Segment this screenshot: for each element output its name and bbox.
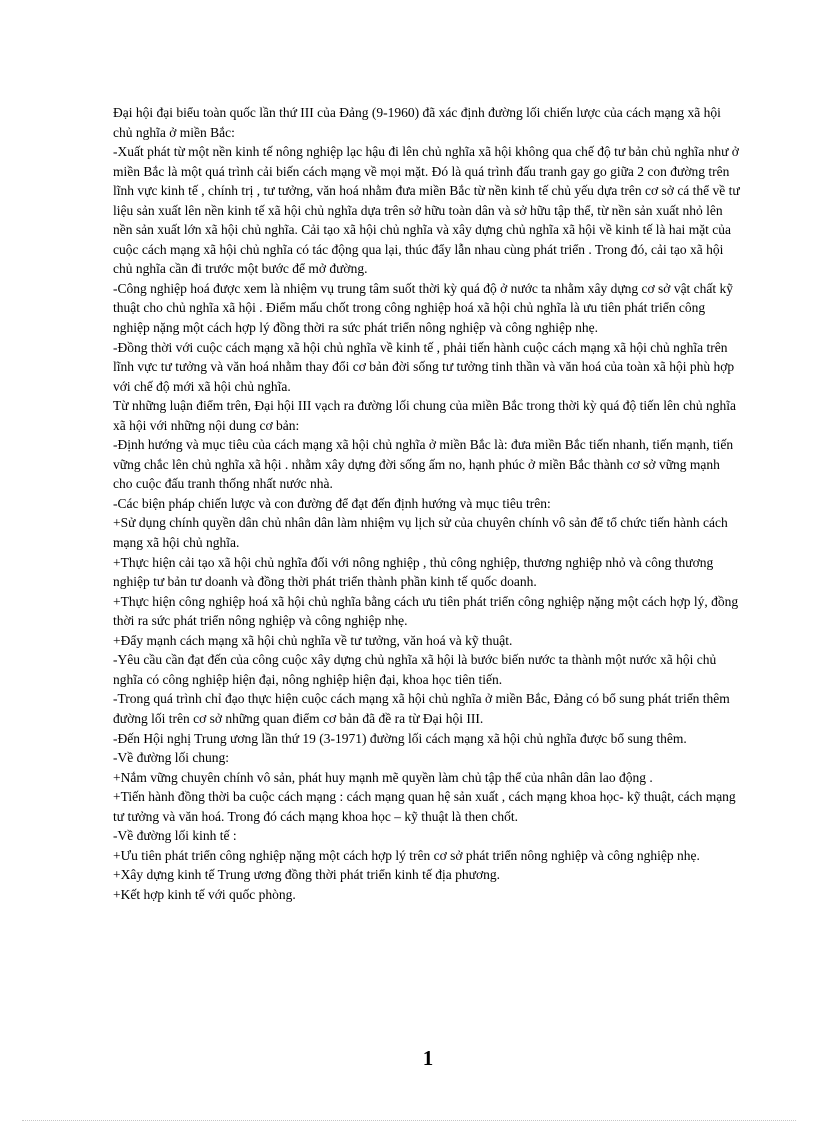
paragraph: -Công nghiệp hoá được xem là nhiệm vụ trung tâm suốt thời kỳ quá độ ở nước ta nhằm xây dựng cơ sở vật chất kỹ thuật cho chủ nghĩa xã hội . Điểm mấu chốt trong công nghiệp hoá xã hội chủ nghĩa là ưu tiên phát triển công nghiệp nặng một cách hợp lý đồng thời ra sức phát triển nông nghiệp và công nghiệp nhẹ. [113, 280, 734, 336]
paragraph: -Đồng thời với cuộc cách mạng xã hội chủ nghĩa về kinh tế , phải tiến hành cuộc cách mạng xã hội chủ nghĩa trên lĩnh vực tư tưởng và văn hoá nhằm thay đổi cơ bản đời sống tư tưởng tinh thần và văn hoá của toàn xã hội phù hợp với chế độ mới xã hội chủ nghĩa. [113, 339, 735, 394]
paragraph: -Về đường lối chung: [113, 750, 230, 766]
page-number: 1 [422, 1046, 434, 1070]
paragraph: +Nắm vững chuyên chính vô sản, phát huy mạnh mẽ quyền làm chủ tập thể của nhân dân lao động . [113, 769, 653, 785]
paragraph: +Ưu tiên phát triển công nghiệp nặng một cách hợp lý trên cơ sở phát triển nông nghiệp và công nghiệp nhẹ. [113, 847, 700, 863]
paragraph: -Trong quá trình chỉ đạo thực hiện cuộc cách mạng xã hội chủ nghĩa ở miền Bắc, Đảng có bổ sung phát triển thêm đường lối trên cơ sở những quan điểm cơ bản đã đề ra từ Đại hội III. [113, 691, 730, 726]
paragraph: Đại hội đại biểu toàn quốc lần thứ III của Đảng (9-1960) đã xác định đường lối chiến lược của cách mạng xã hội chủ nghĩa ở miền Bắc: [113, 105, 721, 140]
paragraph: -Các biện pháp chiến lược và con đường để đạt đến định hướng và mục tiêu trên: [113, 495, 551, 511]
document-body [113, 103, 741, 904]
paragraph: -Xuất phát từ một nền kinh tế nông nghiệp lạc hậu đi lên chủ nghĩa xã hội không qua chế độ tư bản chủ nghĩa như ở miền Bắc là một quá trình cải biến cách mạng về mọi mặt. Đó là quá trình đấu tranh gay go giữa 2 con đường trên lĩnh vực kinh tế , chính trị , tư tưởng, văn hoá nhằm đưa miền Bắc từ nền kinh tế chủ yếu dựa trên cơ sở cá thể về tư liệu sản xuất lên nền kinh tế xã hội chủ nghĩa dựa trên sở hữu toàn dân và sở hữu tập thể, từ nền sản xuất nhỏ lên nền sản xuất lớn xã hội chủ nghĩa. Cải tạo xã hội chủ nghĩa và xây dựng chủ nghĩa xã hội về kinh tế là hai mặt của cuộc cách mạng xã hội chủ nghĩa có tác động qua lại, thúc đẩy lẫn nhau cùng phát triển . Trong đó, cải tạo xã hội chủ nghĩa cần đi trước một bước để mở đường. [113, 144, 740, 277]
paragraph: -Yêu cầu cần đạt đến của công cuộc xây dựng chủ nghĩa xã hội là bước biến nước ta thành một nước xã hội chủ nghĩa có công nghiệp hiện đại, nông nghiệp hiện đại, khoa học tiên tiến. [113, 652, 717, 687]
paragraph: -Về đường lối kinh tế : [113, 828, 237, 844]
paragraph: +Kết hợp kinh tế với quốc phòng. [113, 886, 296, 902]
paragraph: +Đẩy mạnh cách mạng xã hội chủ nghĩa về tư tưởng, văn hoá và kỹ thuật. [113, 632, 513, 648]
paragraph: +Xây dựng kinh tế Trung ương đồng thời phát triển kinh tế địa phương. [113, 867, 500, 883]
paragraph: +Tiến hành đồng thời ba cuộc cách mạng : cách mạng quan hệ sản xuất , cách mạng khoa học- kỹ thuật, cách mạng tư tưởng và văn hoá. Trong đó cách mạng khoa học – kỹ thuật là then chốt. [113, 789, 736, 824]
page-bottom-divider [22, 1120, 796, 1121]
paragraph: +Thực hiện công nghiệp hoá xã hội chủ nghĩa bằng cách ưu tiên phát triển công nghiệp nặng một cách hợp lý, đồng thời ra sức phát triển nông nghiệp và công nghiệp nhẹ. [113, 593, 739, 629]
paragraph: Từ những luận điểm trên, Đại hội III vạch ra đường lối chung của miền Bắc trong thời kỳ quá độ tiến lên chủ nghĩa xã hội với những nội dung cơ bản: [113, 398, 736, 433]
paragraph: +Thực hiện cải tạo xã hội chủ nghĩa đối với nông nghiệp , thủ công nghiệp, thương nghiệp nhỏ và công thương nghiệp tư bản tư doanh và đồng thời phát triển thành phần kinh tế quốc doanh. [113, 554, 714, 590]
paragraph: +Sử dụng chính quyền dân chủ nhân dân làm nhiệm vụ lịch sử của chuyên chính vô sản để tổ chức tiến hành cách mạng xã hội chủ nghĩa. [113, 515, 728, 551]
paragraph: -Đến Hội nghị Trung ương lần thứ 19 (3-1971) đường lối cách mạng xã hội chủ nghĩa được bổ sung thêm. [113, 730, 687, 746]
paragraph: -Định hướng và mục tiêu của cách mạng xã hội chủ nghĩa ở miền Bắc là: đưa miền Bắc tiến nhanh, tiến mạnh, tiến vững chắc lên chủ nghĩa xã hội . nhằm xây dựng đời sống ấm no, hạnh phúc ở miền Bắc thành cơ sở vững mạnh cho cuộc đấu tranh thống nhất nước nhà. [113, 437, 734, 492]
